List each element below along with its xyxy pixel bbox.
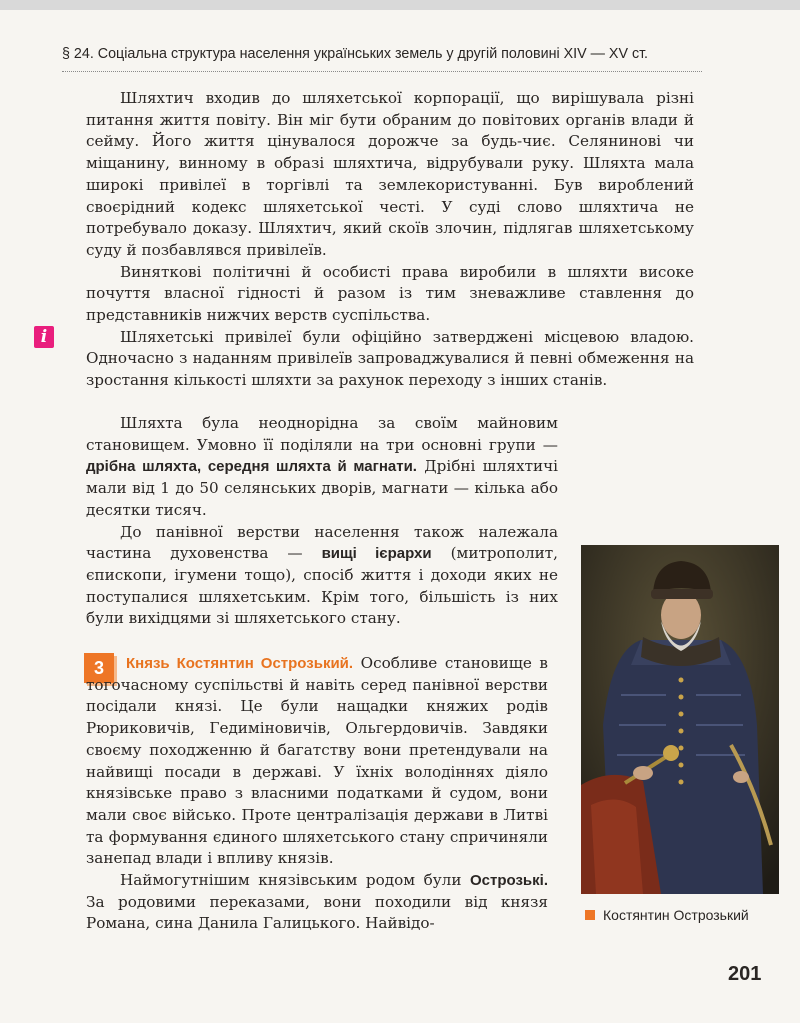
portrait-image [581, 545, 779, 894]
p4-text-b: Дрібні шляхтичі мали від 1 до 50 селянських дворів, магнати — кілька або десятки тисяч. [86, 457, 558, 519]
info-icon: i [34, 326, 54, 348]
middle-text [86, 413, 558, 630]
figure-caption [585, 907, 749, 923]
p5-text-b: (митрополит, єпископи, ігумени тощо), спосіб життя і доходи яких не поступалися шляхетським. Крім того, більшість із них були вихідцями зі шляхетського стану. [86, 544, 558, 628]
top-strip [0, 0, 800, 10]
paragraph-5 [86, 522, 558, 631]
p7-text-b: За родовими переказами, вони походили від князя Романа, сина Данила Галицького. Найвідо- [86, 892, 548, 933]
p7-bold-term: Острозькі. [469, 872, 548, 890]
page-number: 201 [728, 963, 762, 985]
paragraph-7 [86, 870, 548, 935]
p5-bold-term: вищі ієрархи [321, 545, 432, 563]
paragraph-4 [86, 413, 558, 522]
upper-text [86, 88, 694, 392]
header-divider [62, 71, 702, 72]
paragraph-1: Шляхтич входив до шляхетської корпорації, що вирішувала різні питання життя повіту. Він міг бути обраним до повітових органів влади й сейму. Його життя цінувалося дорожче за будь-чиє. Селянинові чи міщанину, винному в образі шляхтича, відрубували руку. Шляхта мала широкі привілеї в торгівлі та землекористуванні. Був вироблений своєрідний кодекс шляхетської честі. У суді слово шляхтича не потребувало доказу. Шляхтич, який скоїв злочин, підлягав шляхетському суду й позбавлявся привілеїв. [86, 89, 694, 259]
paragraph-2: Виняткові політичні й особисті права виробили в шляхти високе почуття власної гідності й разом із тим зневажливе ставлення до представників нижчих верств суспільства. [86, 262, 694, 325]
section-heading: Князь Костянтин Острозький. [126, 655, 354, 672]
p7-text-a: Наймогутнішим князівським родом були [120, 871, 470, 890]
caption-text: Костянтин Острозький [603, 907, 749, 923]
paragraph-6 [86, 653, 548, 870]
section-number-badge: 3 [84, 653, 114, 683]
caption-marker [585, 910, 595, 920]
p4-bold-terms: дрібна шляхта, середня шляхта й магнати. [86, 458, 417, 476]
paragraph-3: Шляхетські привілеї були офіційно затверджені місцевою владою. Одночасно з наданням привілеїв запроваджувалися й певні обмеження на зростання кількості шляхти за рахунок переходу з інших станів. [86, 327, 694, 390]
p5-text-a: До панівної верстви населення також належала частина духовенства — [86, 522, 558, 563]
running-header: § 24. Соціальна структура населення українських земель у другій половині XIV — XV ст. [62, 46, 649, 62]
p4-text-a: Шляхта була неоднорідна за своїм майновим становищем. Умовно її поділяли на три основні групи — [86, 414, 558, 454]
p6-text: Особливе становище в тогочасному суспільстві й навіть серед панівної верстви посідали князі. Це були нащадки княжих родів Рюриковичів, Гедиміновичів, Ольгердовичів. Завдяки своєму походженню й багатству вони претендували на найвищі посади в державі. У їхніх володіннях діяло князівське право з власними податками й судом, вони мали своє військо. Проте централізація держави в Литві та формування єдиного шляхетського стану спричиняли занепад влади і впливу князів. [86, 654, 548, 868]
portrait-illustration [581, 545, 779, 894]
section-3-text [86, 653, 548, 935]
